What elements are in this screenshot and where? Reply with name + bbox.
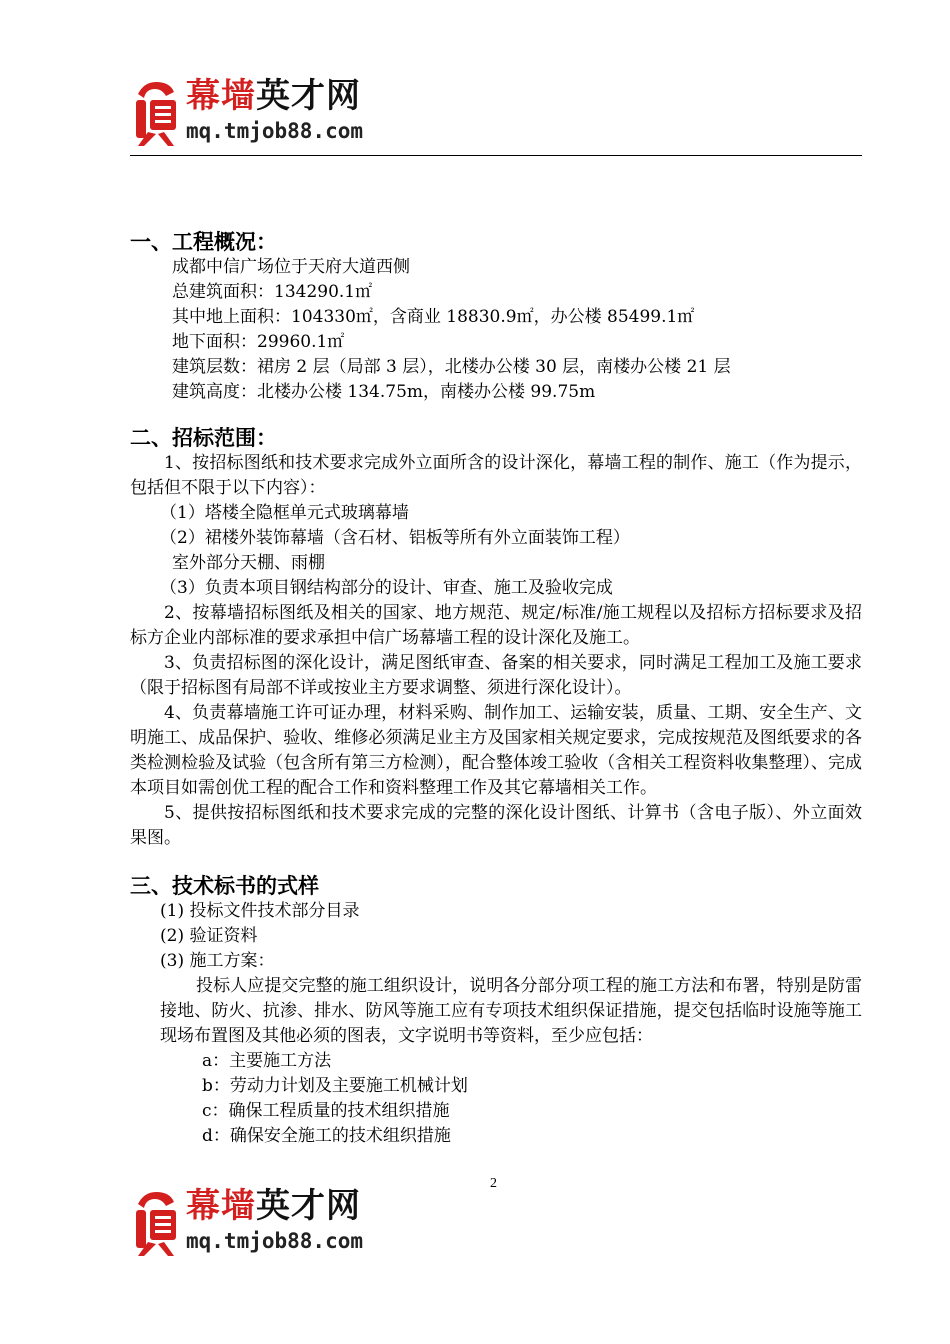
section-1-line: 建筑高度：北楼办公楼 134.75m，南楼办公楼 99.75m [172,382,596,402]
logo-name [186,76,361,116]
section-3-subitem: a：主要施工方法 [202,1051,332,1071]
section-3-item: (2) 验证资料 [160,926,258,946]
section-3-item: (3) 施工方案： [160,951,275,971]
section-3-subitem: b：劳动力计划及主要施工机械计划 [202,1076,468,1096]
section-3-paragraph: 投标人应提交完整的施工组织设计，说明各分部分项工程的施工方法和布署，特别是防雷接地、防火、抗渗、排水、防风等施工应有专项技术组织保证措施，提交包括临时设施等施工现场布置图及其他必须的图表，文字说明书等资料，至少应包括： [160,976,862,1046]
logo-mark-icon [130,76,180,148]
logo-mark-icon [130,1186,180,1258]
section-1-line: 地下面积：29960.1㎡ [172,332,345,352]
section-2-paragraph-2: 2、按幕墙招标图纸及相关的国家、地方规范、规定/标准/施工规程以及招标方招标要求及招标方企业内部标准的要求承担中信广场幕墙工程的设计深化及施工。 [130,603,862,648]
logo-url: mq.tmjob88.com [186,119,364,143]
section-2-paragraph-1: 1、按招标图纸和技术要求完成外立面所含的设计深化，幕墙工程的制作、施工（作为提示，包括但不限于以下内容）： [130,453,862,498]
logo-name-black: 英才网 [256,76,361,116]
section-3-item: (1) 投标文件技术部分目录 [160,901,360,921]
logo-name-black: 英才网 [256,1186,361,1226]
logo-name [186,1186,361,1226]
section-3-subitem: c：确保工程质量的技术组织措施 [202,1101,450,1121]
logo-name-red: 幕墙 [186,1186,256,1226]
section-1-line: 成都中信广场位于天府大道西侧 [172,257,410,277]
section-2-title: 二、招标范围： [130,425,277,450]
section-3-subitem: d：确保安全施工的技术组织措施 [202,1126,451,1146]
section-2-paragraph-4: 4、负责幕墙施工许可证办理，材料采购、制作加工、运输安装，质量、工期、安全生产、文明施工、成品保护、验收、维修必须满足业主方及国家相关规定要求，完成按规范及图纸要求的各类检测检验及试验（包含所有第三方检测），配合整体竣工验收（含相关工程资料收集整理）、完成本项目如需创优工程的配合工作和资料整理工作及其它幕墙相关工作。 [130,703,862,798]
section-2-item-2b: 室外部分天棚、雨棚 [172,553,325,573]
section-2-paragraph-5: 5、提供按招标图纸和技术要求完成的完整的深化设计图纸、计算书（含电子版）、外立面效果图。 [130,803,862,848]
section-1-line: 其中地上面积：104330㎡，含商业 18830.9㎡，办公楼 85499.1㎡ [172,307,695,327]
section-1-title: 一、工程概况： [130,229,277,254]
page-number: 2 [490,1176,497,1191]
section-2-item-3: （3）负责本项目钢结构部分的设计、审查、施工及验收完成 [160,578,613,598]
footer-logo [130,1182,380,1262]
section-1-line: 建筑层数：裙房 2 层（局部 3 层），北楼办公楼 30 层，南楼办公楼 21 层 [172,357,731,377]
logo-url: mq.tmjob88.com [186,1229,364,1253]
document-body [130,229,862,1149]
section-1-line: 总建筑面积：134290.1㎡ [172,282,373,302]
section-2-paragraph-3: 3、负责招标图的深化设计，满足图纸审查、备案的相关要求，同时满足工程加工及施工要求（限于招标图有局部不详或按业主方要求调整、须进行深化设计）。 [130,653,862,698]
section-2-item-1: （1）塔楼全隐框单元式玻璃幕墙 [160,503,409,523]
header-divider [130,155,862,156]
section-3-title: 三、技术标书的式样 [130,873,319,898]
logo-name-red: 幕墙 [186,76,256,116]
header-logo [130,72,380,152]
section-2-item-2: （2）裙楼外装饰幕墙（含石材、铝板等所有外立面装饰工程） [160,528,630,548]
